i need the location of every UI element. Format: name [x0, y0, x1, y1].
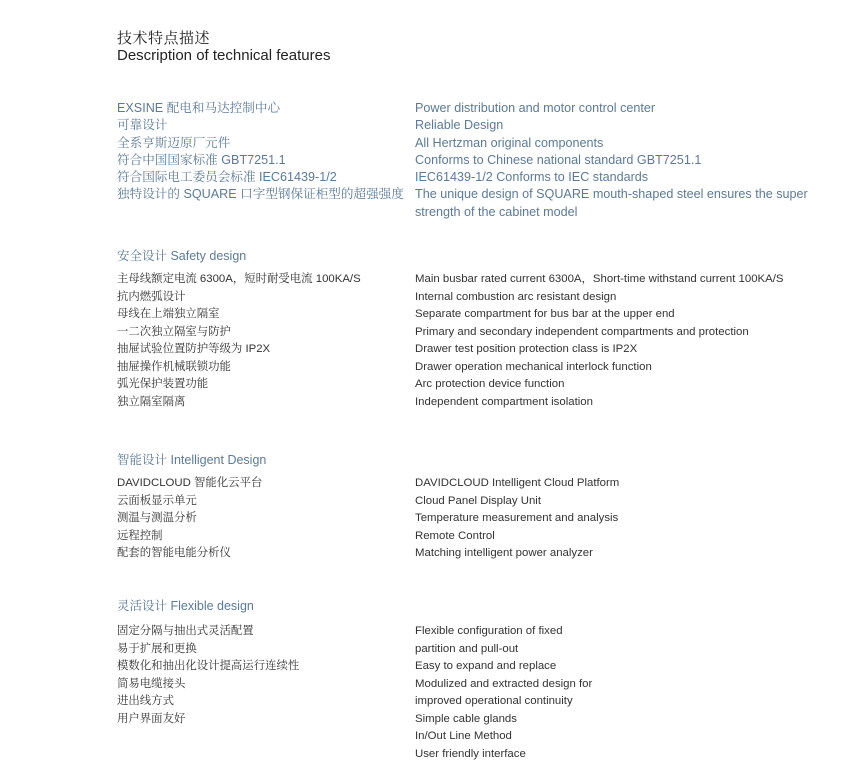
- list-item-en: Drawer test position protection class is IP2X: [415, 343, 638, 355]
- intro-left: 全系亨斯迈原厂元件: [117, 135, 231, 150]
- page-title-en: Description of technical features: [117, 47, 331, 64]
- list-item-cn: 用户界面友好: [117, 712, 186, 725]
- list-item-en: Flexible configuration of fixed: [415, 625, 563, 637]
- list-item-en: Separate compartment for bus bar at the upper end: [415, 308, 675, 320]
- list-item-cn: 抗内燃弧设计: [117, 290, 186, 303]
- list-item-cn: 一二次独立隔室与防护: [117, 325, 231, 338]
- list-item-cn: 模数化和抽出化设计提高运行连续性: [117, 660, 300, 672]
- list-item-en: Modulized and extracted design for: [415, 677, 593, 690]
- list-item-cn: 远程控制: [117, 529, 163, 542]
- intro-left: 符合中国国家标准 GBT7251.1: [117, 152, 286, 167]
- list-item-en: Matching intelligent power analyzer: [415, 547, 593, 559]
- list-item-en: Cloud Panel Display Unit: [415, 494, 541, 507]
- intro-left: 可靠设计: [117, 118, 168, 133]
- list-item-en: Easy to expand and replace: [415, 660, 557, 672]
- list-item-cn: 母线在上端独立隔室: [117, 308, 220, 320]
- list-item-cn: 测温与测温分析: [117, 512, 197, 524]
- list-item-en: DAVIDCLOUD Intelligent Cloud Platform: [415, 477, 620, 489]
- list-item-en: Internal combustion arc resistant design: [415, 290, 617, 303]
- list-item-en: partition and pull-out: [415, 642, 519, 655]
- list-item-cn: 进出线方式: [117, 695, 174, 707]
- list-item-cn: 简易电缆接头: [117, 677, 186, 690]
- list-item-en: In/Out Line Method: [415, 730, 512, 742]
- list-item-cn: 云面板显示单元: [117, 494, 197, 507]
- intro-right: Reliable Design: [415, 118, 504, 133]
- intro-right: IEC61439-1/2 Conforms to IEC standards: [415, 170, 649, 185]
- list-item-en: Arc protection device function: [415, 378, 565, 390]
- list-item-en: Drawer operation mechanical interlock function: [415, 360, 652, 373]
- list-item-en: User friendly interface: [415, 747, 526, 760]
- list-item-cn: 主母线额定电流 6300A，短时耐受电流 100KA/S: [117, 273, 361, 285]
- list-item-en: improved operational continuity: [415, 695, 573, 707]
- list-item-en: Main busbar rated current 6300A，Short-time withstand current 100KA/S: [415, 273, 784, 285]
- page-title-cn: 技术特点描述: [117, 29, 211, 47]
- list-item-en: Simple cable glands: [415, 712, 517, 725]
- intro-left: 独特设计的 SQUARE 口字型钢保证柜型的超强强度: [117, 187, 404, 202]
- intro-right: All Hertzman original components: [415, 135, 604, 150]
- list-item-cn: 抽屉试验位置防护等级为 IP2X: [117, 343, 271, 355]
- section-title-safety: 安全设计 Safety design: [117, 249, 247, 263]
- list-item-cn: 配套的智能电能分析仪: [117, 547, 231, 559]
- intro-left: EXSINE 配电和马达控制中心: [117, 101, 281, 115]
- list-item-en: Temperature measurement and analysis: [415, 512, 619, 524]
- list-item-cn: 独立隔室隔离: [117, 395, 186, 408]
- list-item-en: Independent compartment isolation: [415, 395, 593, 408]
- intro-right: Power distribution and motor control center: [415, 101, 656, 115]
- list-item-en: Remote Control: [415, 529, 495, 542]
- list-item-cn: 弧光保护装置功能: [117, 378, 209, 390]
- list-item-en: Primary and secondary independent compartments and protection: [415, 325, 749, 338]
- intro-left: 符合国际电工委员会标准 IEC61439-1/2: [117, 170, 337, 185]
- intro-right: Conforms to Chinese national standard GBT7251.1: [415, 152, 702, 167]
- section-title-intelligent: 智能设计 Intelligent Design: [117, 453, 267, 467]
- list-item-cn: 抽屉操作机械联锁功能: [117, 360, 231, 373]
- section-title-flexible: 灵活设计 Flexible design: [117, 599, 254, 613]
- list-item-cn: 固定分隔与抽出式灵活配置: [117, 625, 254, 637]
- list-item-cn: DAVIDCLOUD 智能化云平台: [117, 477, 263, 489]
- list-item-cn: 易于扩展和更换: [117, 642, 197, 655]
- intro-right: The unique design of SQUARE mouth-shaped steel ensures the super strength of the cabinet model: [415, 187, 808, 219]
